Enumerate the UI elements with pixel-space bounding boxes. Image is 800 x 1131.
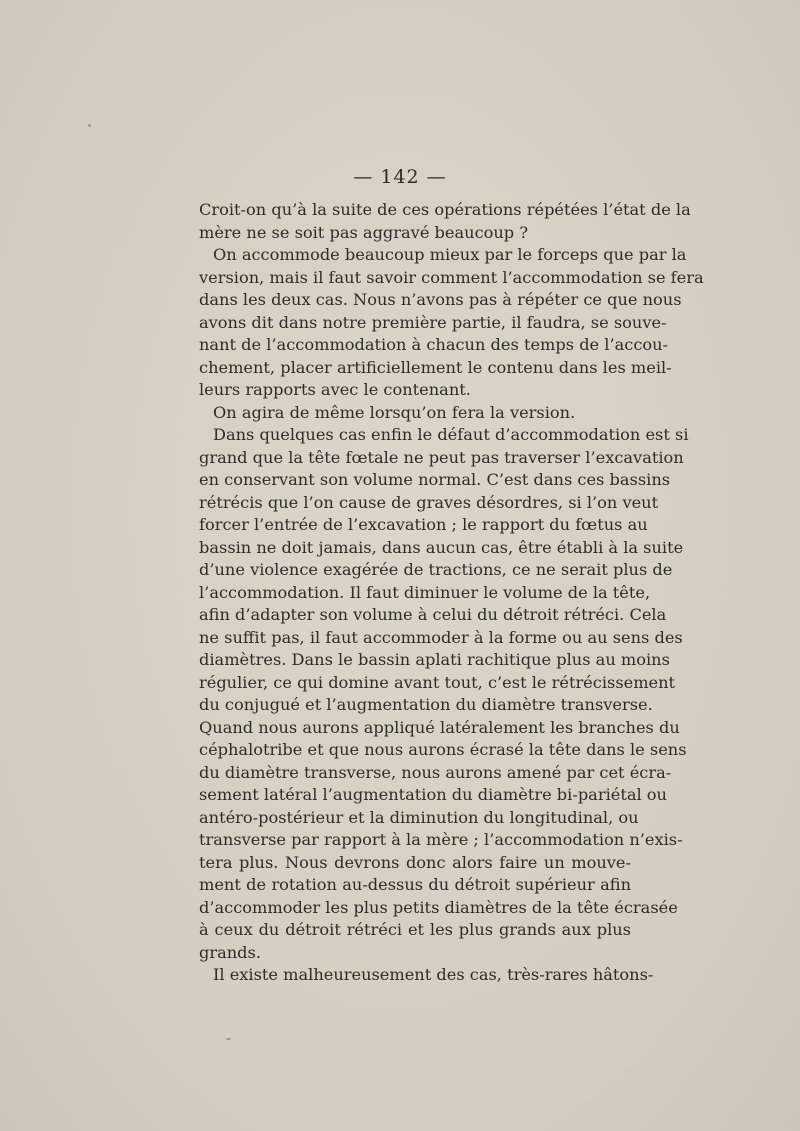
text-line: version, mais il faut savoir comment l’accommodation se fera — [199, 267, 704, 287]
text-line: ne suffit pas, il faut accommoder à la forme ou au sens des — [199, 627, 683, 647]
text-line: diamètres. Dans le bassin aplati rachitique plus au moins — [199, 650, 670, 669]
text-line: grand que la tête fœtale ne peut pas traverser l’excavation — [199, 447, 684, 467]
text-line: ment de rotation au-dessus du détroit supérieur afin — [199, 875, 631, 894]
text-line: régulier, ce qui domine avant tout, c’est le rétrécissement — [199, 672, 676, 692]
text-line: Dans quelques cas enfin le défaut d’accommodation est si — [213, 425, 689, 444]
text-line: antéro-postérieur et la diminution du longitudinal, ou — [199, 807, 639, 827]
text-line: mère ne se soit pas aggravé beaucoup ? — [199, 222, 528, 242]
text-line: forcer l’entrée de l’excavation ; le rapport du fœtus au — [199, 515, 648, 534]
text-line: chement, placer artificiellement le contenu dans les meil- — [199, 357, 672, 377]
text-line: dans les deux cas. Nous n’avons pas à répéter ce que nous — [199, 290, 682, 309]
text-line: nant de l’accommodation à chacun des temps de l’accou- — [199, 335, 669, 354]
paper-speck — [88, 124, 91, 127]
body-text — [199, 199, 704, 987]
text-line: d’une violence exagérée de tractions, ce ne serait plus de — [199, 560, 673, 579]
text-line: afin d’adapter son volume à celui du détroit rétréci. Cela — [199, 605, 667, 624]
text-line: Quand nous aurons appliqué latéralement les branches du — [199, 717, 680, 737]
text-line: Croit-on qu’à la suite de ces opérations répétées l’état de la — [199, 200, 691, 219]
text-line: bassin ne doit jamais, dans aucun cas, être établi à la suite — [199, 537, 684, 557]
text-line: grands. — [199, 942, 261, 962]
text-line: transverse par rapport à la mère ; l’accommodation n’exis- — [199, 830, 683, 849]
paper-speck — [226, 1038, 231, 1040]
text-line: tera plus. Nous devrons donc alors faire un mouve- — [199, 852, 631, 872]
page-number: — 142 — — [353, 166, 447, 188]
text-line: On agira de même lorsqu’on fera la version. — [213, 402, 576, 422]
text-line: d’accommoder les plus petits diamètres de la tête écrasée — [199, 897, 678, 917]
text-line: du diamètre transverse, nous aurons amené par cet écra- — [199, 762, 672, 782]
text-line: céphalotribe et que nous aurons écrasé la tête dans le sens — [199, 740, 687, 759]
text-line: en conservant son volume normal. C’est dans ces bassins — [199, 470, 671, 489]
text-line: Il existe malheureusement des cas, très-rares hâtons- — [213, 965, 654, 984]
text-line: leurs rapports avec le contenant. — [199, 380, 471, 399]
text-line: du conjugué et l’augmentation du diamètre transverse. — [199, 695, 653, 714]
text-line: sement latéral l’augmentation du diamètre bi-pariétal ou — [199, 785, 667, 804]
text-line: l’accommodation. Il faut diminuer le volume de la tête, — [199, 582, 651, 602]
text-line: rétrécis que l’on cause de graves désordres, si l’on veut — [199, 492, 659, 512]
text-line: avons dit dans notre première partie, il faudra, se souve- — [199, 312, 667, 332]
text-line: On accommode beaucoup mieux par le forceps que par la — [213, 245, 687, 264]
text-line: à ceux du détroit rétréci et les plus grands aux plus — [199, 920, 631, 939]
